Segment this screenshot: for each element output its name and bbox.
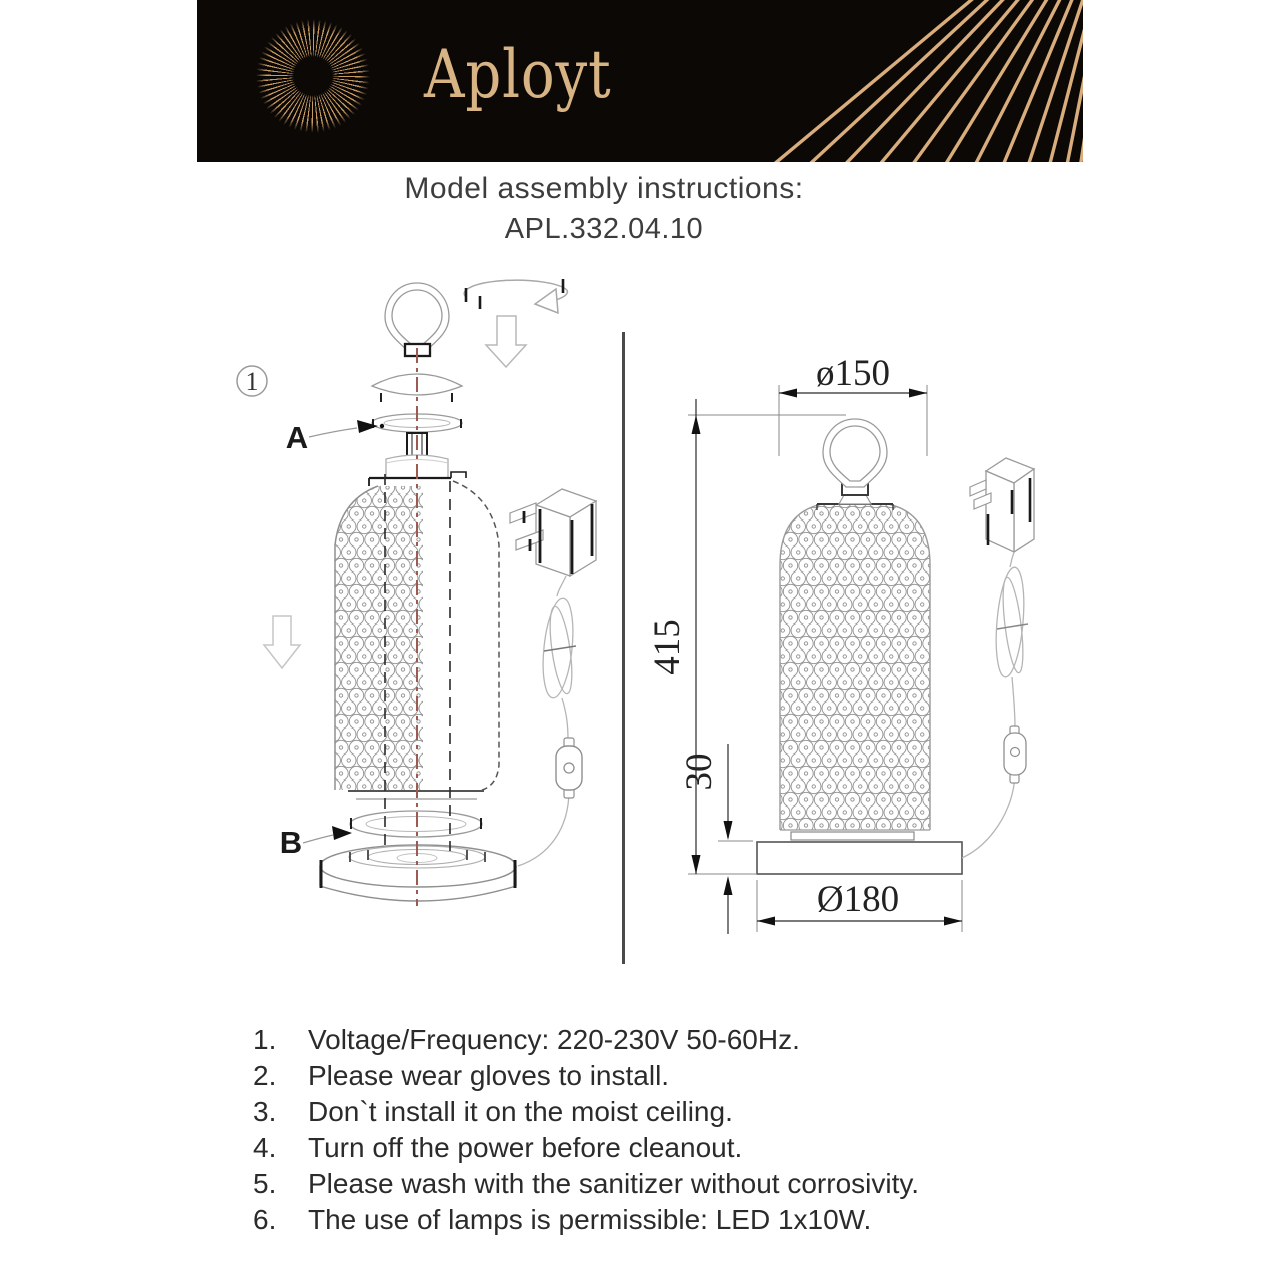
item-number: 5. (253, 1168, 277, 1199)
diagram-divider (622, 332, 625, 964)
item-text: The use of lamps is permissible: LED 1x10W. (308, 1204, 872, 1235)
lamp-side-view (757, 419, 962, 874)
exploded-assembly-diagram (220, 260, 620, 1000)
svg-text:415: 415 (647, 619, 688, 675)
svg-text:B: B (279, 825, 303, 860)
item-text: Please wash with the sanitizer without corrosivity. (308, 1168, 920, 1199)
down-arrow-icon (486, 316, 526, 367)
dimension-base-height (679, 744, 753, 934)
brand-banner (197, 0, 1083, 162)
page-title: Model assembly instructions: (404, 172, 804, 205)
item-number: 1. (253, 1024, 277, 1055)
beaded-shade (335, 472, 499, 799)
item-number: 6. (253, 1204, 277, 1235)
inline-switch (1004, 726, 1026, 783)
item-text: Please wear gloves to install. (308, 1060, 670, 1091)
list-item (253, 1130, 1073, 1166)
down-arrow-icon (264, 616, 300, 668)
model-number: APL.332.04.10 (504, 213, 704, 245)
inline-switch (556, 738, 582, 798)
list-item (253, 1202, 1073, 1238)
rays-decoration-icon (753, 0, 1083, 162)
svg-text:A: A (285, 420, 309, 455)
handle-loop (385, 283, 449, 351)
brand-name: Aployt (424, 36, 612, 113)
starburst-logo-icon (255, 18, 371, 134)
item-number: 3. (253, 1096, 277, 1127)
list-item (253, 1094, 1073, 1130)
list-item (253, 1166, 1073, 1202)
item-number: 2. (253, 1060, 277, 1091)
title-block (0, 172, 1208, 246)
instruction-list (253, 1022, 1073, 1238)
part-label-a (286, 420, 384, 455)
item-text: Voltage/Frequency: 220-230V 50-60Hz. (308, 1024, 800, 1055)
power-adapter (970, 458, 1034, 552)
rotate-arrow-icon (464, 279, 567, 313)
step-number-badge (237, 366, 267, 396)
power-adapter (510, 489, 596, 576)
item-text: Turn off the power before cleanout. (308, 1132, 743, 1163)
power-cord (518, 576, 577, 866)
svg-text:1: 1 (245, 367, 259, 396)
svg-text:30: 30 (679, 753, 720, 791)
svg-text:Ø180: Ø180 (816, 879, 900, 920)
item-number: 4. (253, 1132, 277, 1163)
dimension-drawing (640, 330, 1080, 980)
list-item (253, 1022, 1073, 1058)
dimension-base-diameter (757, 879, 962, 932)
power-cord (962, 552, 1028, 858)
list-item (253, 1058, 1073, 1094)
svg-text:ø150: ø150 (816, 353, 890, 394)
item-text: Don`t install it on the moist ceiling. (308, 1096, 733, 1127)
